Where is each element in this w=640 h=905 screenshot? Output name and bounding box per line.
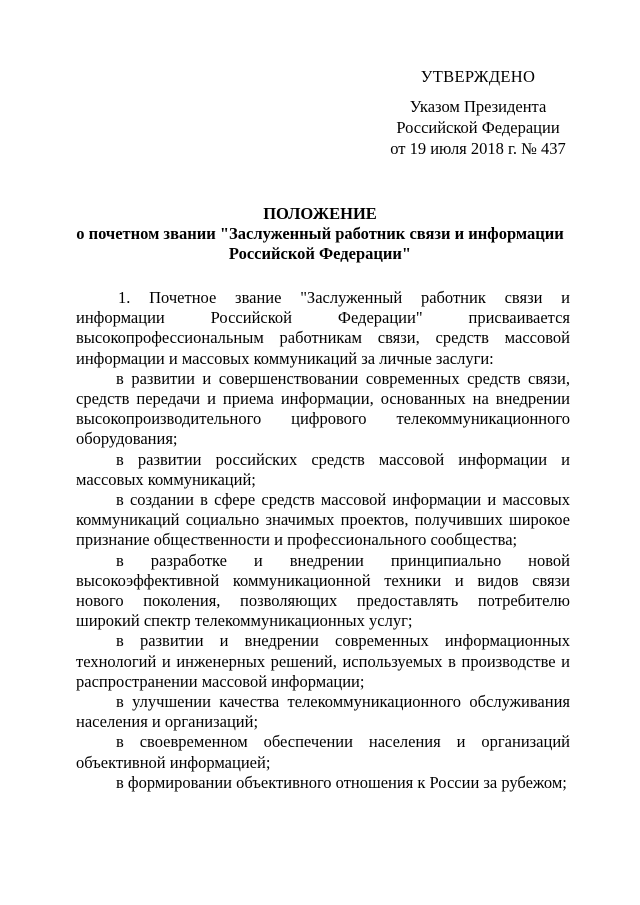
paragraph-1: 1. Почетное звание "Заслуженный работник связи и информации Российской Федерации" присваивается высокопрофессиональным работникам связи, средств массовой информации и массовых коммуникаций за личные заслуги: bbox=[76, 288, 570, 368]
paragraph-9: в формировании объективного отношения к России за рубежом; bbox=[116, 772, 567, 792]
document-subtitle-line-1: о почетном звании "Заслуженный работник связи и информации bbox=[76, 224, 564, 243]
paragraph-2: в развитии и совершенствовании современных средств связи, средств передачи и приема информации, основанных на внедрении высокопроизводительного цифрового телекоммуникационного оборудования; bbox=[76, 368, 570, 449]
approval-line-date: от 19 июля 2018 г. № 437 bbox=[390, 139, 566, 158]
approval-line-decree: Указом Президента bbox=[409, 97, 547, 116]
document-heading bbox=[60, 204, 580, 264]
approval-stamp bbox=[378, 66, 578, 159]
paragraph-3: в развитии российских средств массовой информации и массовых коммуникаций; bbox=[76, 449, 570, 489]
document-body bbox=[76, 288, 570, 793]
paragraph-7: в улучшении качества телекоммуникационного обслуживания населения и организаций; bbox=[76, 692, 570, 732]
approved-label: УТВЕРЖДЕНО bbox=[420, 67, 536, 86]
paragraph-6: в развитии и внедрении современных информационных технологий и инженерных решений, используемых в производстве и распространении массовой информации; bbox=[76, 631, 570, 691]
paragraph-4: в создании в сфере средств массовой информации и массовых коммуникаций социально значимых проектов, получивших широкое признание общественности и профессионального сообщества; bbox=[76, 490, 570, 550]
approval-line-federation: Российской Федерации bbox=[396, 118, 560, 137]
paragraph-5: в разработке и внедрении принципиально новой высокоэффективной коммуникационной техники и видов связи нового поколения, позволяющих предоставлять потребителю широкий спектр телекоммуникационных услуг; bbox=[76, 550, 570, 631]
paragraph-8: в своевременном обеспечении населения и организаций объективной информацией; bbox=[76, 732, 570, 772]
document-title: ПОЛОЖЕНИЕ bbox=[263, 204, 377, 223]
document-subtitle-line-2: Российской Федерации" bbox=[228, 244, 412, 263]
